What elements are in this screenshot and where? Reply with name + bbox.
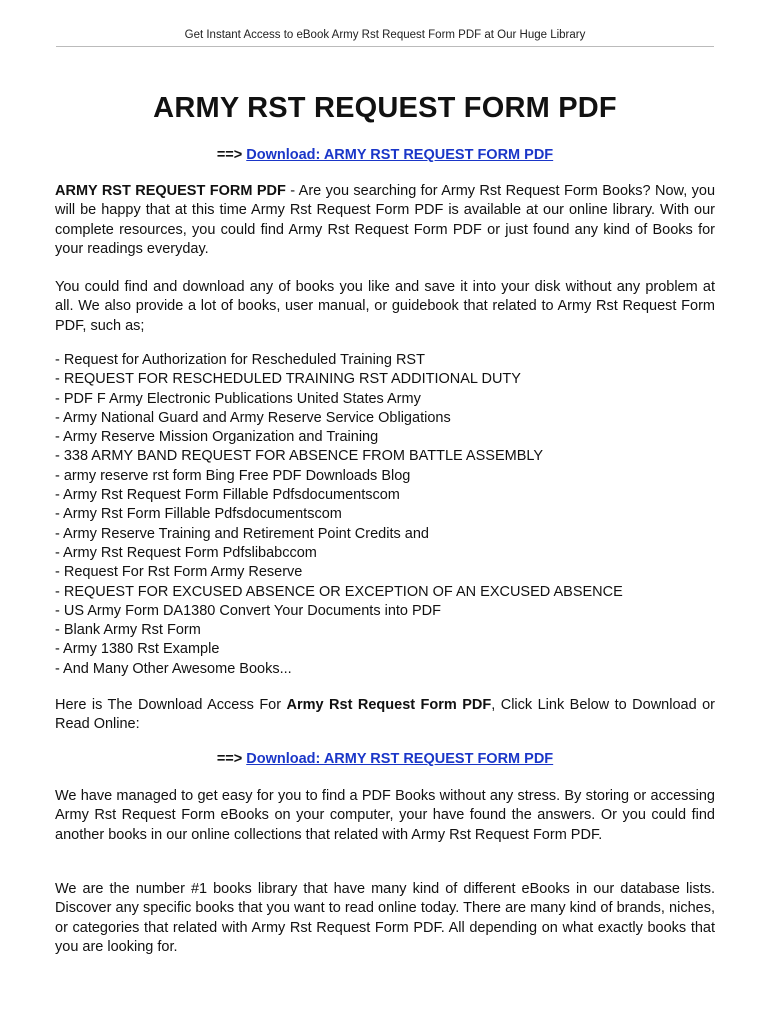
download-arrow: ==> <box>216 751 247 767</box>
list-item: - Blank Army Rst Form <box>55 622 201 639</box>
access-text-after: , Click Link Below to Download or Read Online: <box>55 697 715 733</box>
list-item: - Army 1380 Rst Example <box>55 641 220 658</box>
download-link-top[interactable]: Download: ARMY RST REQUEST FORM PDF <box>246 147 554 163</box>
related-books-list <box>55 351 715 679</box>
list-item: - REQUEST FOR EXCUSED ABSENCE OR EXCEPTION OF AN EXCUSED ABSENCE <box>55 583 623 600</box>
download-link-bottom[interactable]: Download: ARMY RST REQUEST FORM PDF <box>246 751 554 767</box>
list-item: - Army Rst Request Form Pdfslibabccom <box>55 544 317 561</box>
header-divider <box>56 46 714 47</box>
access-text-before: Here is The Download Access For <box>55 697 287 713</box>
list-item: - 338 ARMY BAND REQUEST FOR ABSENCE FROM BATTLE ASSEMBLY <box>55 448 544 465</box>
download-line-bottom <box>0 751 770 767</box>
library-paragraph: We are the number #1 books library that have many kind of different eBooks in our database lists. Discover any specific books that you want to read online today. There are many kind of brands, niches, or categories that related with Army Rst Request Form PDF. All depending on what exactly books that you are looking for. <box>55 881 715 955</box>
download-line-top <box>0 147 770 163</box>
list-item: - Request for Authorization for Rescheduled Training RST <box>55 352 425 368</box>
access-bold-title: Army Rst Request Form PDF <box>286 697 492 713</box>
intro-bold-title: ARMY RST REQUEST FORM PDF <box>55 183 286 199</box>
list-item: - PDF F Army Electronic Publications United States Army <box>55 390 421 407</box>
page-header: Get Instant Access to eBook Army Rst Request Form PDF at Our Huge Library <box>184 29 586 41</box>
list-item: - army reserve rst form Bing Free PDF Downloads Blog <box>55 467 411 484</box>
list-item: - Army Rst Request Form Fillable Pdfsdocumentscom <box>55 487 400 504</box>
storage-paragraph: We have managed to get easy for you to find a PDF Books without any stress. By storing or accessing Army Rst Request Form eBooks on your computer, your have found the answers. Or you could find another books in our online collections that related with Army Rst Request Form PDF. <box>55 788 715 843</box>
list-item: - REQUEST FOR RESCHEDULED TRAINING RST ADDITIONAL DUTY <box>55 371 521 388</box>
page-title: ARMY RST REQUEST FORM PDF <box>153 92 617 124</box>
list-item: - US Army Form DA1380 Convert Your Documents into PDF <box>55 602 442 619</box>
list-item: - And Many Other Awesome Books... <box>55 660 292 677</box>
list-item: - Army Rst Form Fillable Pdfsdocumentscom <box>55 506 342 523</box>
related-books-paragraph: You could find and download any of books you like and save it into your disk without any problem at all. We also provide a lot of books, user manual, or guidebook that related to Army Rst Request Form PDF, such as; <box>55 279 715 334</box>
list-item: - Army Reserve Training and Retirement Point Credits and <box>55 525 429 542</box>
list-item: - Army Reserve Mission Organization and Training <box>55 429 379 446</box>
download-arrow: ==> <box>216 147 247 163</box>
access-paragraph <box>55 696 715 735</box>
list-item: - Army National Guard and Army Reserve Service Obligations <box>55 409 451 426</box>
list-item: - Request For Rst Form Army Reserve <box>55 564 303 581</box>
intro-paragraph <box>55 182 715 259</box>
intro-text: - Are you searching for Army Rst Request Form Books? Now, you will be happy that at this time Army Rst Request Form PDF is available at our online library. With our complete resources, you could find Army Rst Request Form PDF or just found any kind of Books for your readings everyday. <box>55 183 716 257</box>
